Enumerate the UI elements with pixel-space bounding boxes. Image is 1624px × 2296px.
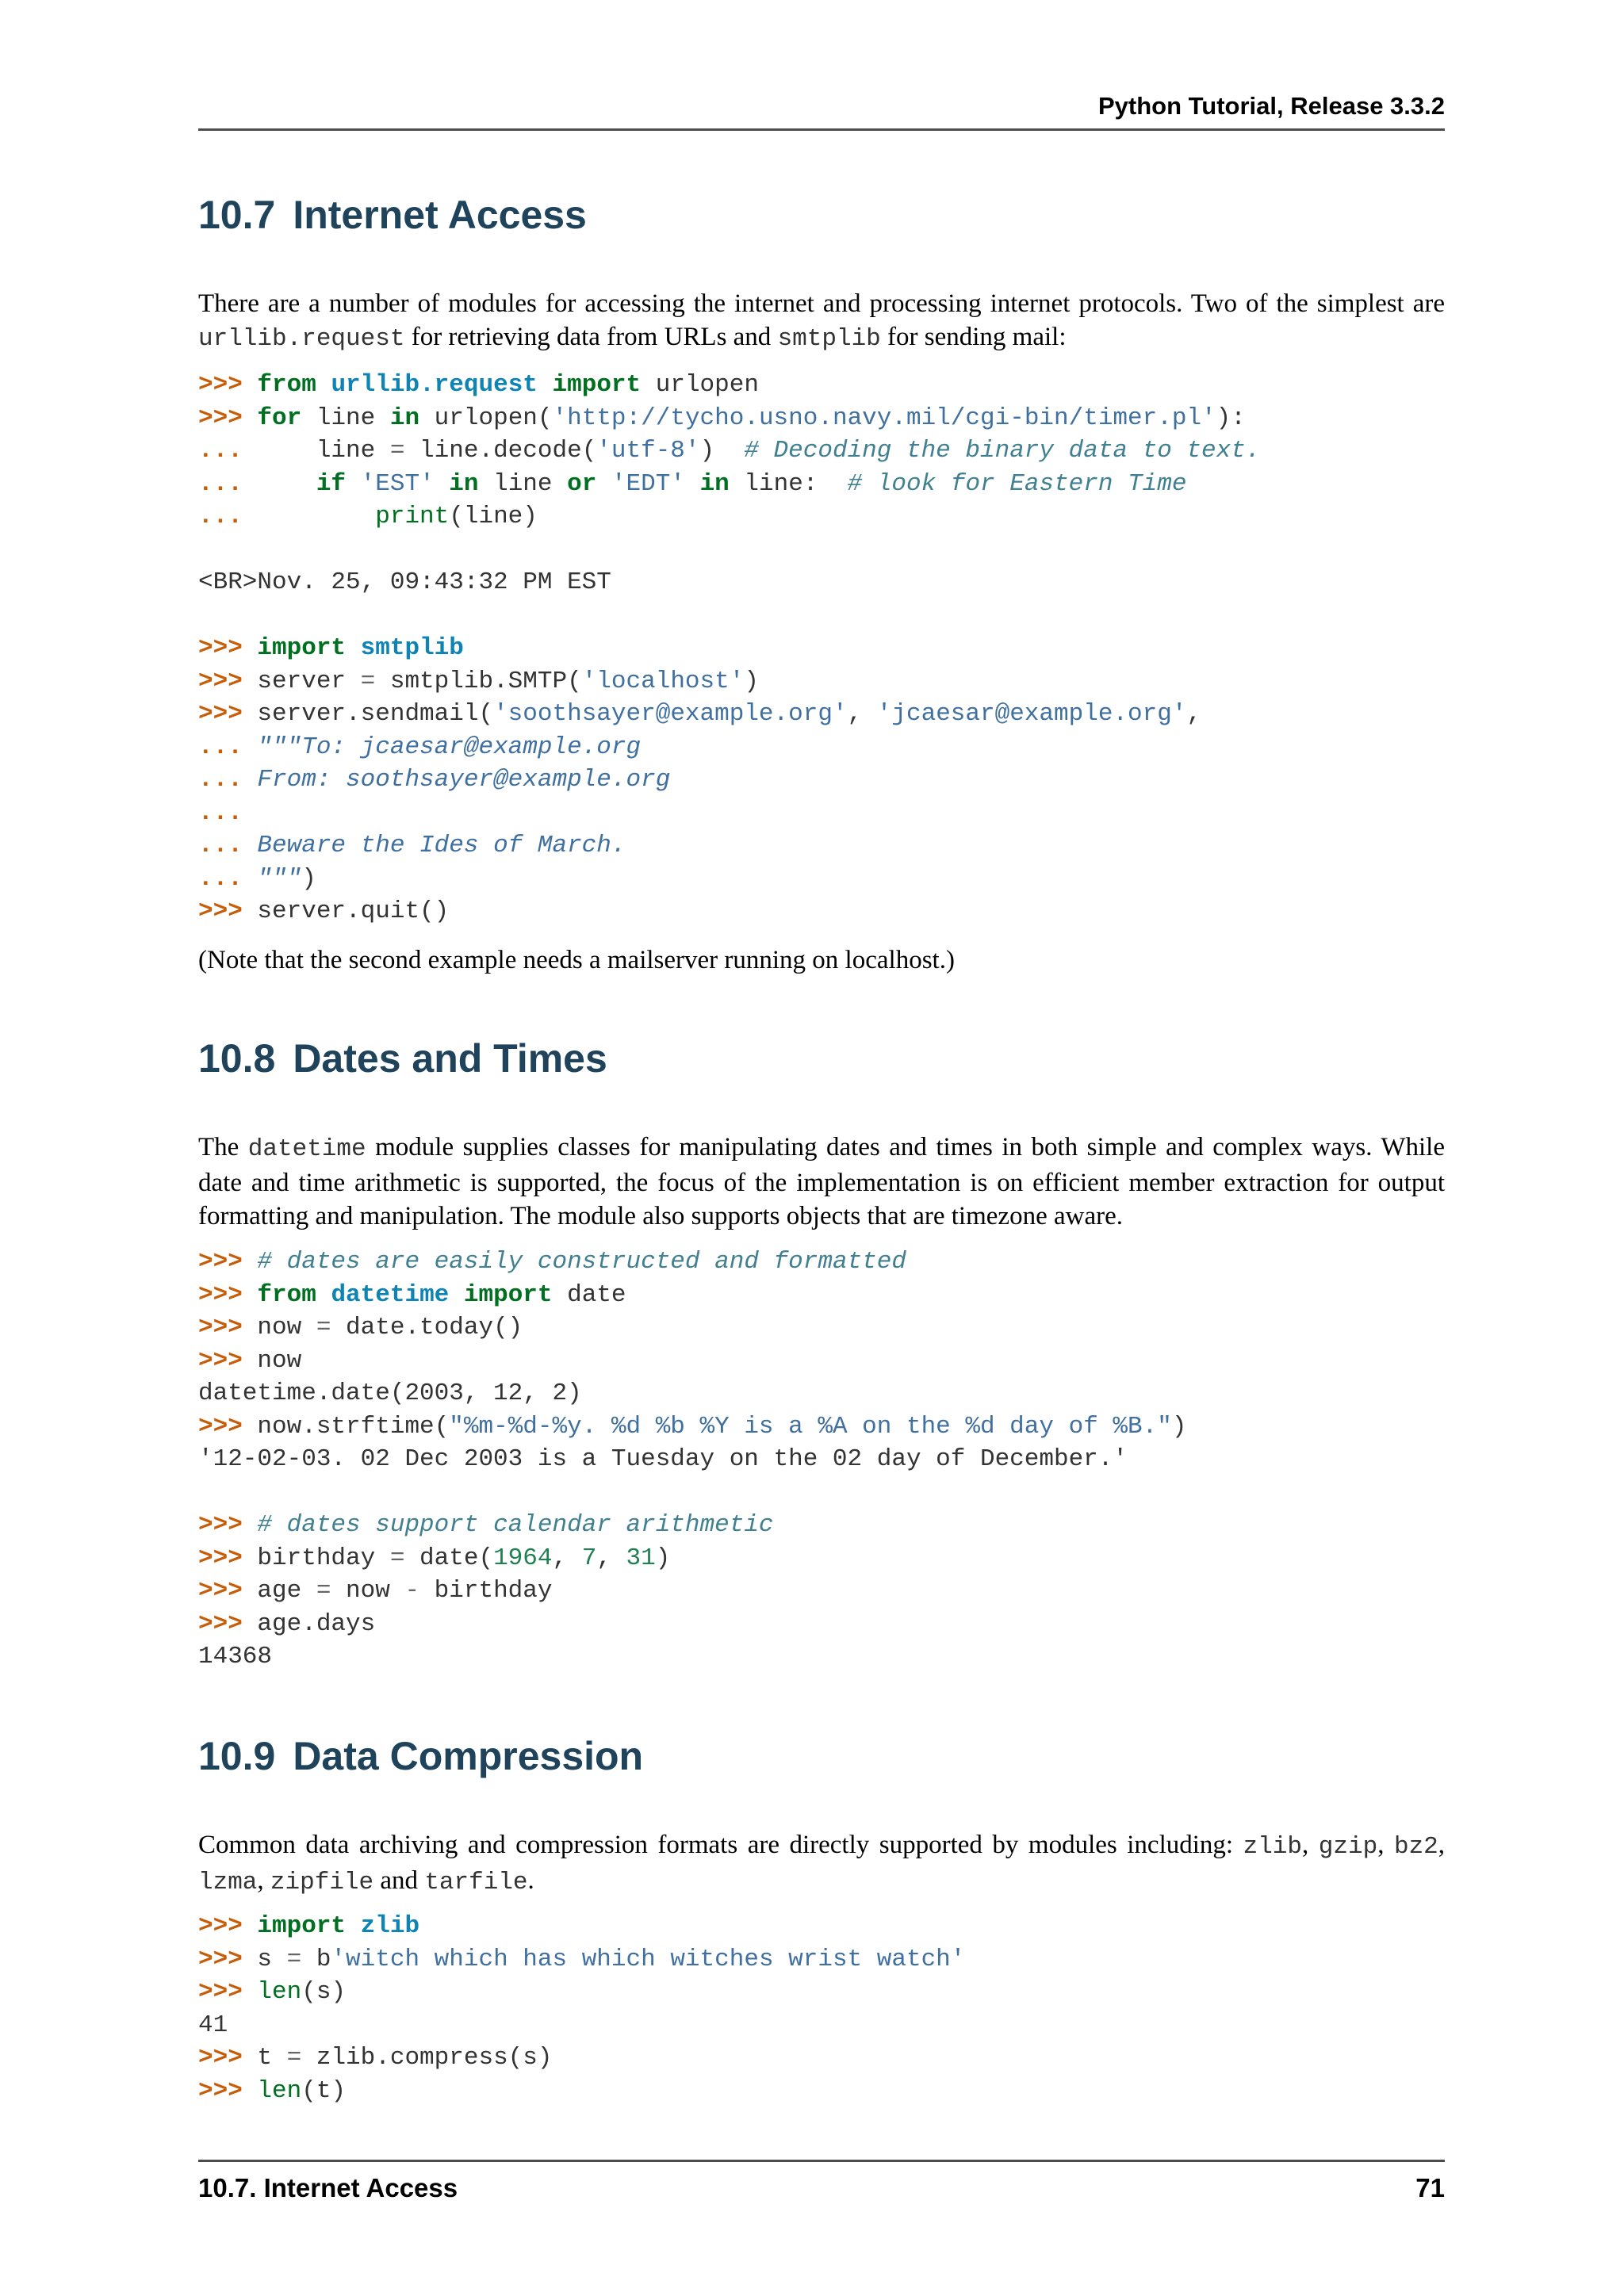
text-run: for retrieving data from URLs and <box>404 323 778 351</box>
paragraph-internet-intro <box>198 287 1445 356</box>
inline-code: gzip <box>1318 1833 1378 1861</box>
text-run: , <box>1302 1831 1319 1859</box>
section-heading-dates-and-times <box>198 1035 607 1081</box>
paragraph-datetime-intro <box>198 1131 1445 1233</box>
inline-code: urllib.request <box>198 325 405 353</box>
inline-code: datetime <box>247 1135 366 1163</box>
code-block: >>> from urllib.request import urlopen >>> for line in urlopen('http://tycho.usno.navy.mil/cgi-bin/timer.pl'): ... line = line.decode('utf-8') # Decoding the binary data to text. ... if 'EST' in line or 'EDT' in line: # look for Eastern Time ... print(line) <BR>Nov. 25, 09:43:32 PM EST <box>198 371 1261 596</box>
section-title: Dates and Times <box>293 1036 607 1081</box>
section-heading-data-compression <box>198 1733 643 1779</box>
section-title: Data Compression <box>293 1734 644 1778</box>
inline-code: zlib <box>1243 1833 1303 1861</box>
text-run: , <box>257 1866 270 1895</box>
page-number: 71 <box>1415 2173 1445 2202</box>
paragraph-note: (Note that the second example needs a mailserver running on localhost.) <box>198 946 955 974</box>
inline-code: tarfile <box>424 1869 528 1896</box>
inline-code: lzma <box>198 1869 258 1896</box>
text-run: Common data archiving and compression formats are directly supported by modules including: <box>198 1831 1243 1859</box>
footer-section-label: 10.7. Internet Access <box>198 2173 458 2202</box>
section-heading-internet-access <box>198 192 587 238</box>
text-run: and <box>373 1866 425 1895</box>
running-header-title: Python Tutorial, Release 3.3.2 <box>1097 92 1445 120</box>
text-run: . <box>527 1866 534 1895</box>
page-header <box>198 92 1445 131</box>
text-run: The <box>198 1133 248 1161</box>
text-run: for sending mail: <box>880 323 1067 351</box>
code-block: >>> import zlib >>> s = b'witch which has which witches wrist watch' >>> len(s) 41 >>> t = zlib.compress(s) >>> len(t) <box>198 1912 966 2105</box>
text-run: module supplies classes for manipulating dates and times in both simple and complex ways. While date and time arithmetic is supported, the focus of the implementation is on efficient member extraction for output formatting and manipulation. The module also supports objects that are timezone aware. <box>198 1133 1445 1230</box>
section-number: 10.8 <box>198 1036 276 1081</box>
paragraph-compression-intro <box>198 1828 1445 1900</box>
inline-code: bz2 <box>1393 1833 1438 1861</box>
text-run: , <box>1377 1831 1394 1859</box>
section-title: Internet Access <box>293 193 587 237</box>
text-run: There are a number of modules for accessing the internet and processing internet protocols. Two of the simplest are <box>198 289 1445 318</box>
inline-code: smtplib <box>777 325 881 353</box>
section-number: 10.7 <box>198 193 276 237</box>
code-block: >>> import smtplib >>> server = smtplib.SMTP('localhost') >>> server.sendmail('soothsayer@example.org', 'jcaesar@example.org', ... """To: jcaesar@example.org ... From: soothsayer@example.org ... ... Beware the Ides of March. ... """) >>> server.quit() <box>198 634 1202 925</box>
code-block: >>> # dates are easily constructed and formatted >>> from datetime import date >>> now = date.today() >>> now datetime.date(2003, 12, 2) >>> now.strftime("%m-%d-%y. %d %b %Y is a %A on the %d day of %B.") '12-02-03. 02 Dec 2003 is a Tuesday on the 02 day of December.' >>> # dates support calendar arithmetic >>> birthday = date(1964, 7, 31) >>> age = now - birthday >>> age.days 14368 <box>198 1248 1187 1670</box>
text-run: , <box>1438 1831 1446 1859</box>
section-number: 10.9 <box>198 1734 276 1778</box>
page-footer <box>198 2160 1445 2210</box>
inline-code: zipfile <box>270 1869 374 1896</box>
